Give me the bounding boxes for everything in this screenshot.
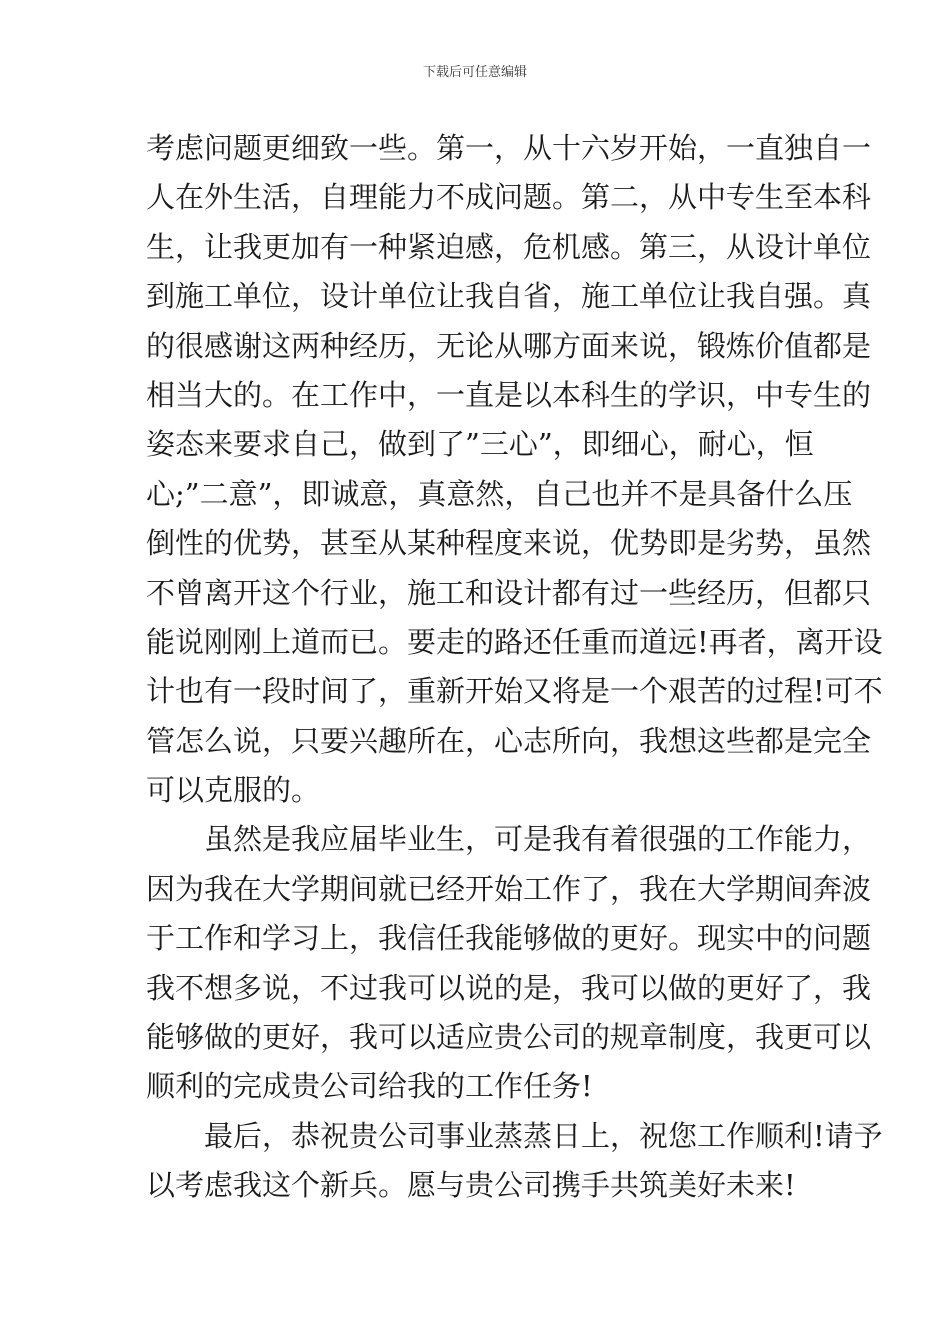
text-line: 最后，恭祝贵公司事业蒸蒸日上，祝您工作顺利!请予 [204, 1118, 883, 1153]
text-line: 我不想多说，不过我可以说的是，我可以做的更好了，我 [146, 970, 872, 1005]
text-line: 心;”二意”，即诚意，真意然，自己也并不是具备什么压 [146, 476, 853, 511]
page-header: 下载后可任意编辑 [422, 65, 527, 80]
text-line: 倒性的优势，甚至从某种程度来说，优势即是劣势，虽然 [146, 526, 872, 561]
text-line: 管怎么说，只要兴趣所在，心志所向，我想这些都是完全 [146, 723, 872, 758]
text-line: 于工作和学习上，我信任我能够做的更好。现实中的问题 [146, 921, 872, 956]
text-line: 考虑问题更细致一些。第一，从十六岁开始，一直独自一 [146, 131, 872, 165]
text-line: 能说刚刚上道而已。要走的路还任重而道远!再者，离开设 [146, 624, 883, 659]
text-line: 生，让我更加有一种紧迫感，危机感。第三，从设计单位 [146, 229, 872, 264]
body-text [146, 124, 883, 1211]
text-line: 以考虑我这个新兵。愿与贵公司携手共筑美好未来! [146, 1168, 796, 1203]
text-line: 不曾离开这个行业，施工和设计都有过一些经历，但都只 [146, 575, 872, 610]
text-line: 虽然是我应届毕业生，可是我有着很强的工作能力， [204, 822, 872, 857]
text-line: 能够做的更好，我可以适应贵公司的规章制度，我更可以 [146, 1020, 872, 1055]
text-line: 可以克服的。 [146, 773, 321, 808]
text-line: 计也有一段时间了，重新开始又将是一个艰苦的过程!可不 [146, 674, 883, 709]
text-line: 姿态来要求自己，做到了”三心”，即细心，耐心，恒 [146, 427, 814, 462]
text-line: 到施工单位，设计单位让我自省，施工单位让我自强。真 [146, 279, 872, 314]
text-line: 顺利的完成贵公司给我的工作任务! [146, 1069, 593, 1104]
text-line: 人在外生活，自理能力不成问题。第二，从中专生至本科 [146, 180, 872, 215]
text-line: 相当大的。在工作中，一直是以本科生的学识，中专生的 [146, 377, 872, 412]
text-line: 因为我在大学期间就已经开始工作了，我在大学期间奔波 [146, 871, 872, 906]
text-line: 的很感谢这两种经历，无论从哪方面来说，锻炼价值都是 [146, 328, 872, 363]
